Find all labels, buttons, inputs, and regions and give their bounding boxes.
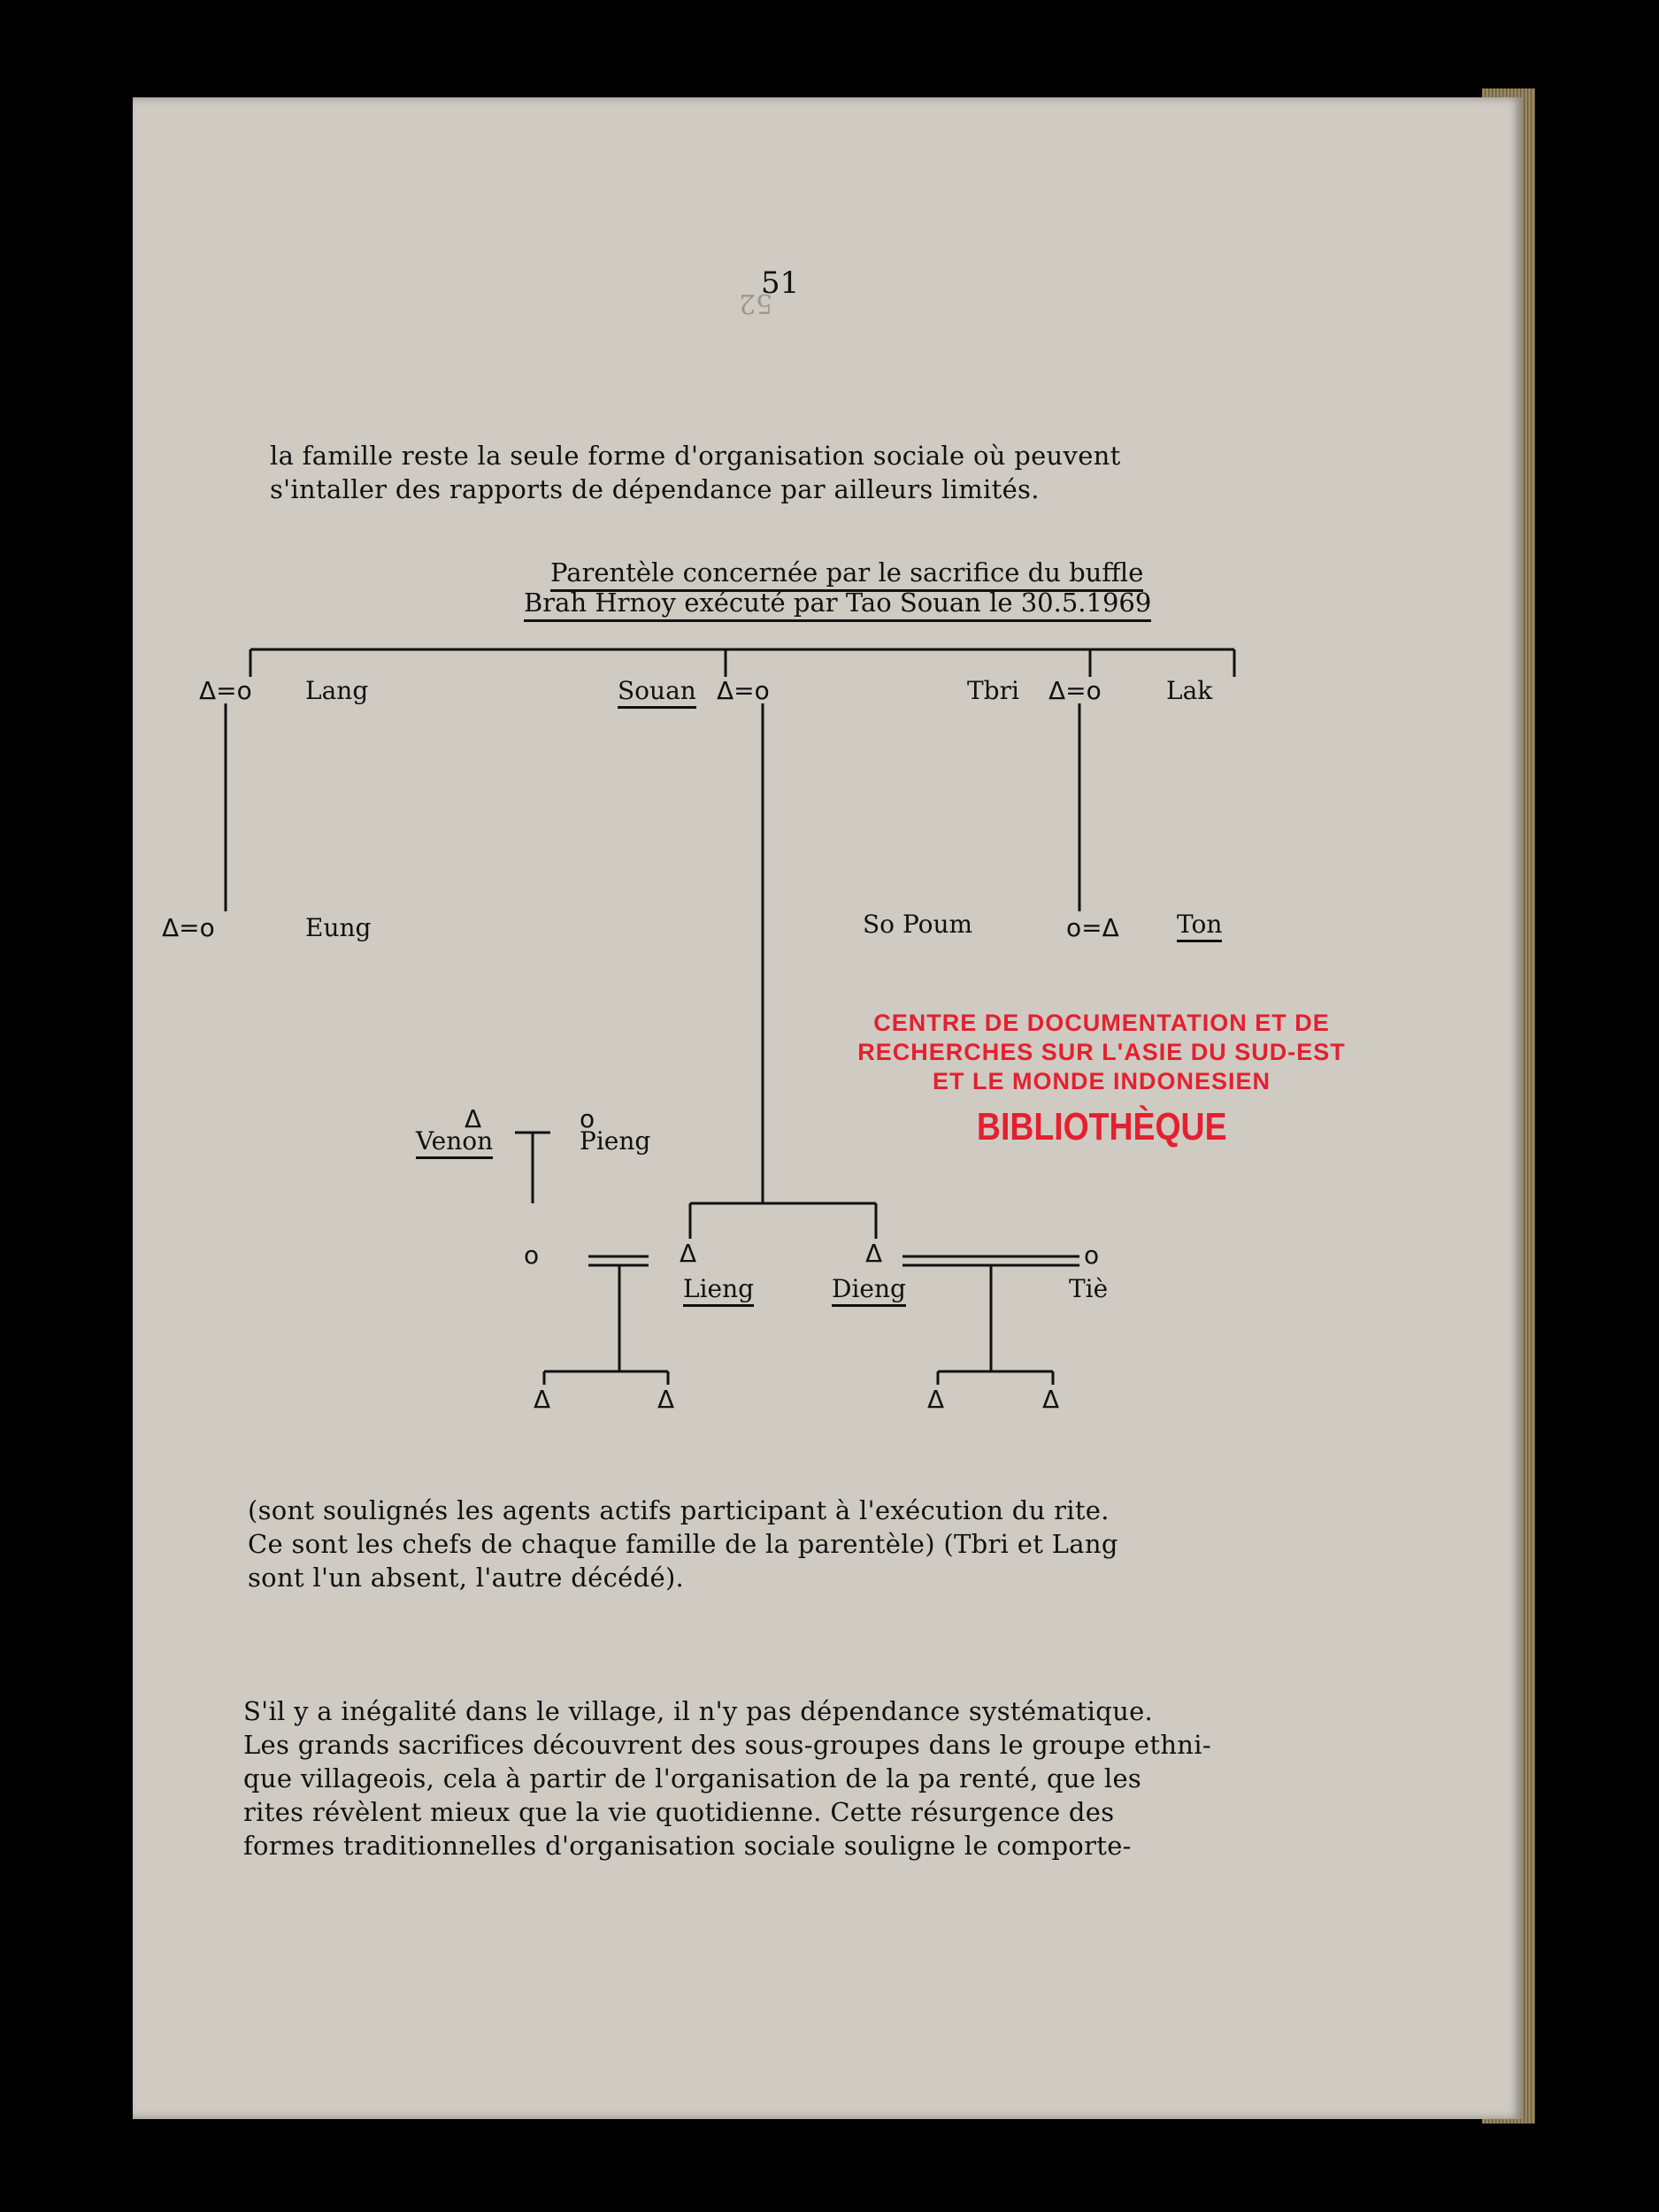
intro-paragraph: la famille reste la seule forme d'organisation sociale où peuvent s'intaller des rapports de dépendance par ailleurs limités. (270, 441, 1121, 504)
male-symbol-lieng: Δ (680, 1239, 697, 1268)
stamp-line1: CENTRE DE DOCUMENTATION ET DE (873, 1010, 1330, 1036)
stamp-line3: ET LE MONDE INDONESIEN (932, 1068, 1271, 1094)
male-symbol-child3: Δ (927, 1385, 945, 1414)
couple-symbol-souan: Δ=o (717, 676, 770, 705)
name-eung: Eung (305, 913, 372, 942)
caption-paragraph: (sont soulignés les agents actifs participant à l'exécution du rite. Ce sont les chefs de chaque famille de la parentèle) (Tbri et Lang sont l'un absent, l'autre décédé). (248, 1495, 1118, 1593)
name-souan: Souan (618, 676, 696, 709)
name-lak: Lak (1166, 676, 1213, 705)
diagram-title-line1: Parentèle concernée par le sacrifice du buffle (550, 557, 1143, 592)
stamp-title: BIBLIOTHÈQUE (976, 1105, 1227, 1148)
male-symbol-venon: Δ (465, 1104, 482, 1133)
stamp-line2: RECHERCHES SUR L'ASIE DU SUD-EST (857, 1039, 1346, 1065)
diagram-title-line2: Brah Hrnoy exécuté par Tao Souan le 30.5.1969 (524, 588, 1151, 622)
male-symbol-child1: Δ (534, 1385, 551, 1414)
library-stamp (849, 1009, 1354, 1149)
name-so-poum: So Poum (863, 910, 973, 939)
page-number: 51 (761, 265, 800, 301)
name-ton: Ton (1177, 910, 1222, 942)
page-number-bleedthrough: 52 (739, 288, 773, 319)
couple-symbol-lang: Δ=o (199, 676, 252, 705)
couple-symbol-ton: o=Δ (1066, 913, 1119, 942)
name-lieng: Lieng (683, 1274, 754, 1307)
female-symbol-tie: o (1084, 1240, 1100, 1270)
name-pieng: Pieng (580, 1126, 651, 1156)
name-lang: Lang (305, 676, 369, 705)
name-dieng: Dieng (832, 1274, 906, 1307)
male-symbol-child4: Δ (1042, 1385, 1060, 1414)
conclusion-paragraph: S'il y a inégalité dans le village, il n'y pas dépendance systématique. Les grands sacrifices découvrent des sous-groupes dans le groupe ethni- que villageois, cela à partir de l'organisation de la pa renté, que les rites révèlent mieux que la vie quotidienne. Cette résurgence des formes traditionnelles d'organisation sociale souligne le comporte- (243, 1696, 1211, 1861)
couple-symbol-tbri: Δ=o (1048, 676, 1102, 705)
male-symbol-dieng: Δ (865, 1239, 883, 1268)
name-venon: Venon (416, 1126, 493, 1159)
female-symbol-gen3: o (524, 1240, 540, 1270)
couple-symbol-eung: Δ=o (162, 913, 215, 942)
name-tbri: Tbri (967, 676, 1019, 705)
name-tie: Tiè (1069, 1274, 1109, 1303)
male-symbol-child2: Δ (657, 1385, 675, 1414)
female-symbol-pieng: o (580, 1104, 595, 1133)
